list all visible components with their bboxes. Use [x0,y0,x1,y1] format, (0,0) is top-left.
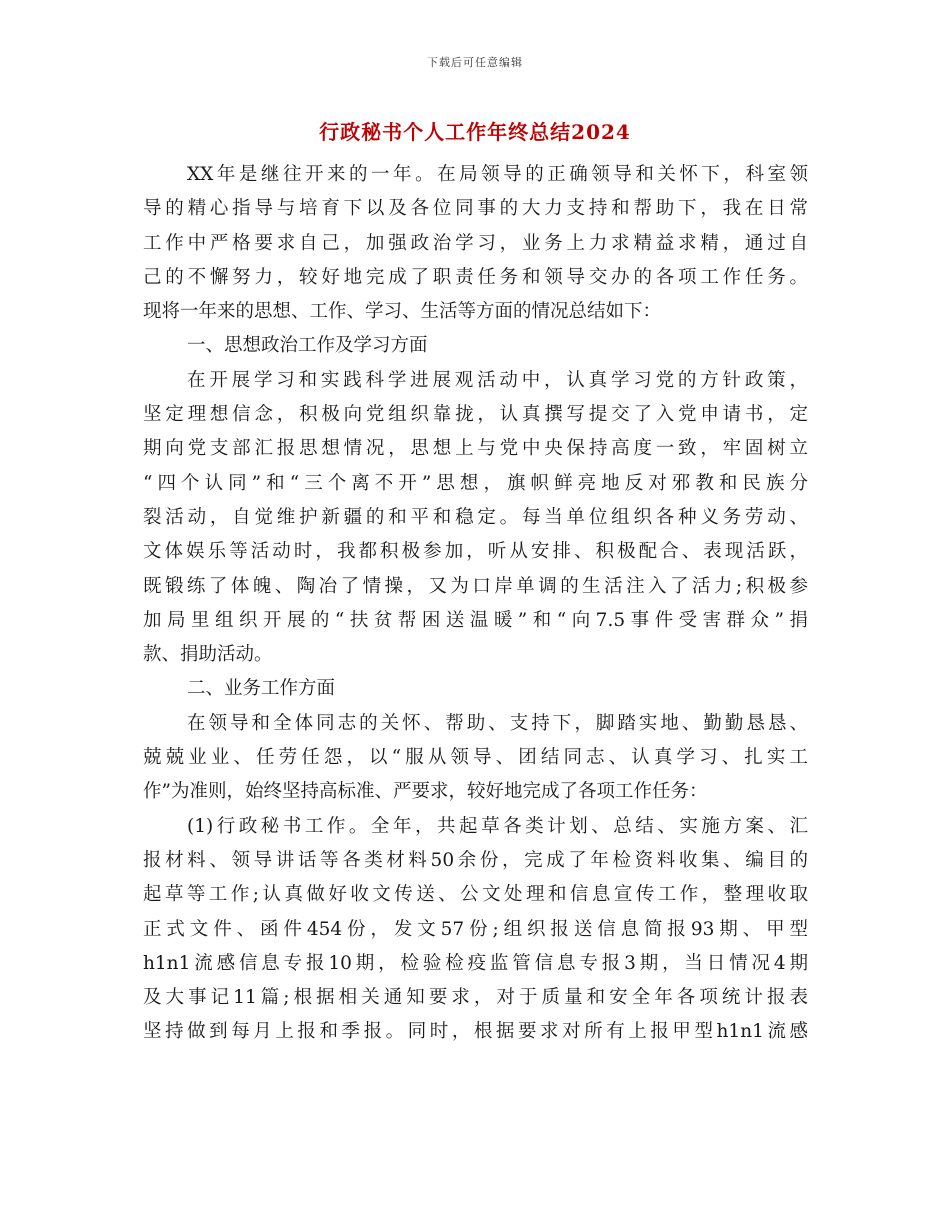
text-line: 及大事记11篇;根据相关通知要求，对于质量和安全年各项统计报表 [143,987,808,1009]
text-line: 在开展学习和实践科学进展观活动中，认真学习党的方针政策， [187,369,808,391]
text-line: 期向党支部汇报思想情况，思想上与党中央保持高度一致，牢固树立 [143,438,808,460]
text-line: 己的不懈努力，较好地完成了职责任务和领导交办的各项工作任务。 [143,266,808,288]
text-line: 报材料、领导讲话等各类材料50余份，完成了年检资料收集、编目的 [143,849,808,871]
text-line: 现将一年来的思想、工作、学习、生活等方面的情况总结如下： [143,301,662,323]
text-line: 二、业务工作方面 [187,678,336,700]
document-title: 行政秘书个人工作年终总结2024 [319,120,631,144]
text-line: h1n1流感信息专报10期，检验检疫监管信息专报3期，当日情况4期 [143,952,808,974]
text-line: 正式文件、函件454份，发文57份;组织报送信息简报93期、甲型 [143,918,808,940]
text-line: (1)行政秘书工作。全年，共起草各类计划、总结、实施方案、汇 [187,815,808,837]
text-line: “四个认同”和“三个离不开”思想，旗帜鲜亮地反对邪教和民族分 [143,472,808,494]
text-line: 一、思想政治工作及学习方面 [187,335,428,357]
document-body [143,158,808,1050]
text-line: 裂活动，自觉维护新疆的和平和稳定。每当单位组织各种义务劳动、 [143,506,808,528]
text-line: 既锻练了体魄、陶冶了情操，又为口岸单调的生活注入了活力;积极参 [143,575,808,597]
text-line: 起草等工作;认真做好收文传送、公文处理和信息宣传工作，整理收取 [143,884,808,906]
header-note: 下载后可任意编辑 [427,56,523,69]
text-line: 兢兢业业、任劳任怨，以“服从领导、团结同志、认真学习、扎实工 [143,747,808,769]
text-line: 作”为准则，始终坚持高标准、严要求，较好地完成了各项工作任务： [143,781,708,803]
text-line: 文体娱乐等活动时，我都积极参加，听从安排、积极配合、表现活跃， [143,541,808,563]
text-line: 在领导和全体同志的关怀、帮助、支持下，脚踏实地、勤勤恳恳、 [187,712,808,734]
text-line: 坚定理想信念，积极向党组织靠拢，认真撰写提交了入党申请书，定 [143,404,808,426]
text-line: XX年是继往开来的一年。在局领导的正确领导和关怀下，科室领 [187,164,808,185]
text-line: 工作中严格要求自己，加强政治学习，业务上力求精益求精，通过自 [143,232,808,254]
text-line: 加局里组织开展的“扶贫帮困送温暖”和“向7.5事件受害群众”捐 [143,609,808,631]
text-line: 款、捐助活动。 [143,644,273,666]
text-line: 导的精心指导与培育下以及各位同事的大力支持和帮助下，我在日常 [143,198,808,220]
text-line: 坚持做到每月上报和季报。同时，根据要求对所有上报甲型h1n1流感 [143,1021,808,1043]
